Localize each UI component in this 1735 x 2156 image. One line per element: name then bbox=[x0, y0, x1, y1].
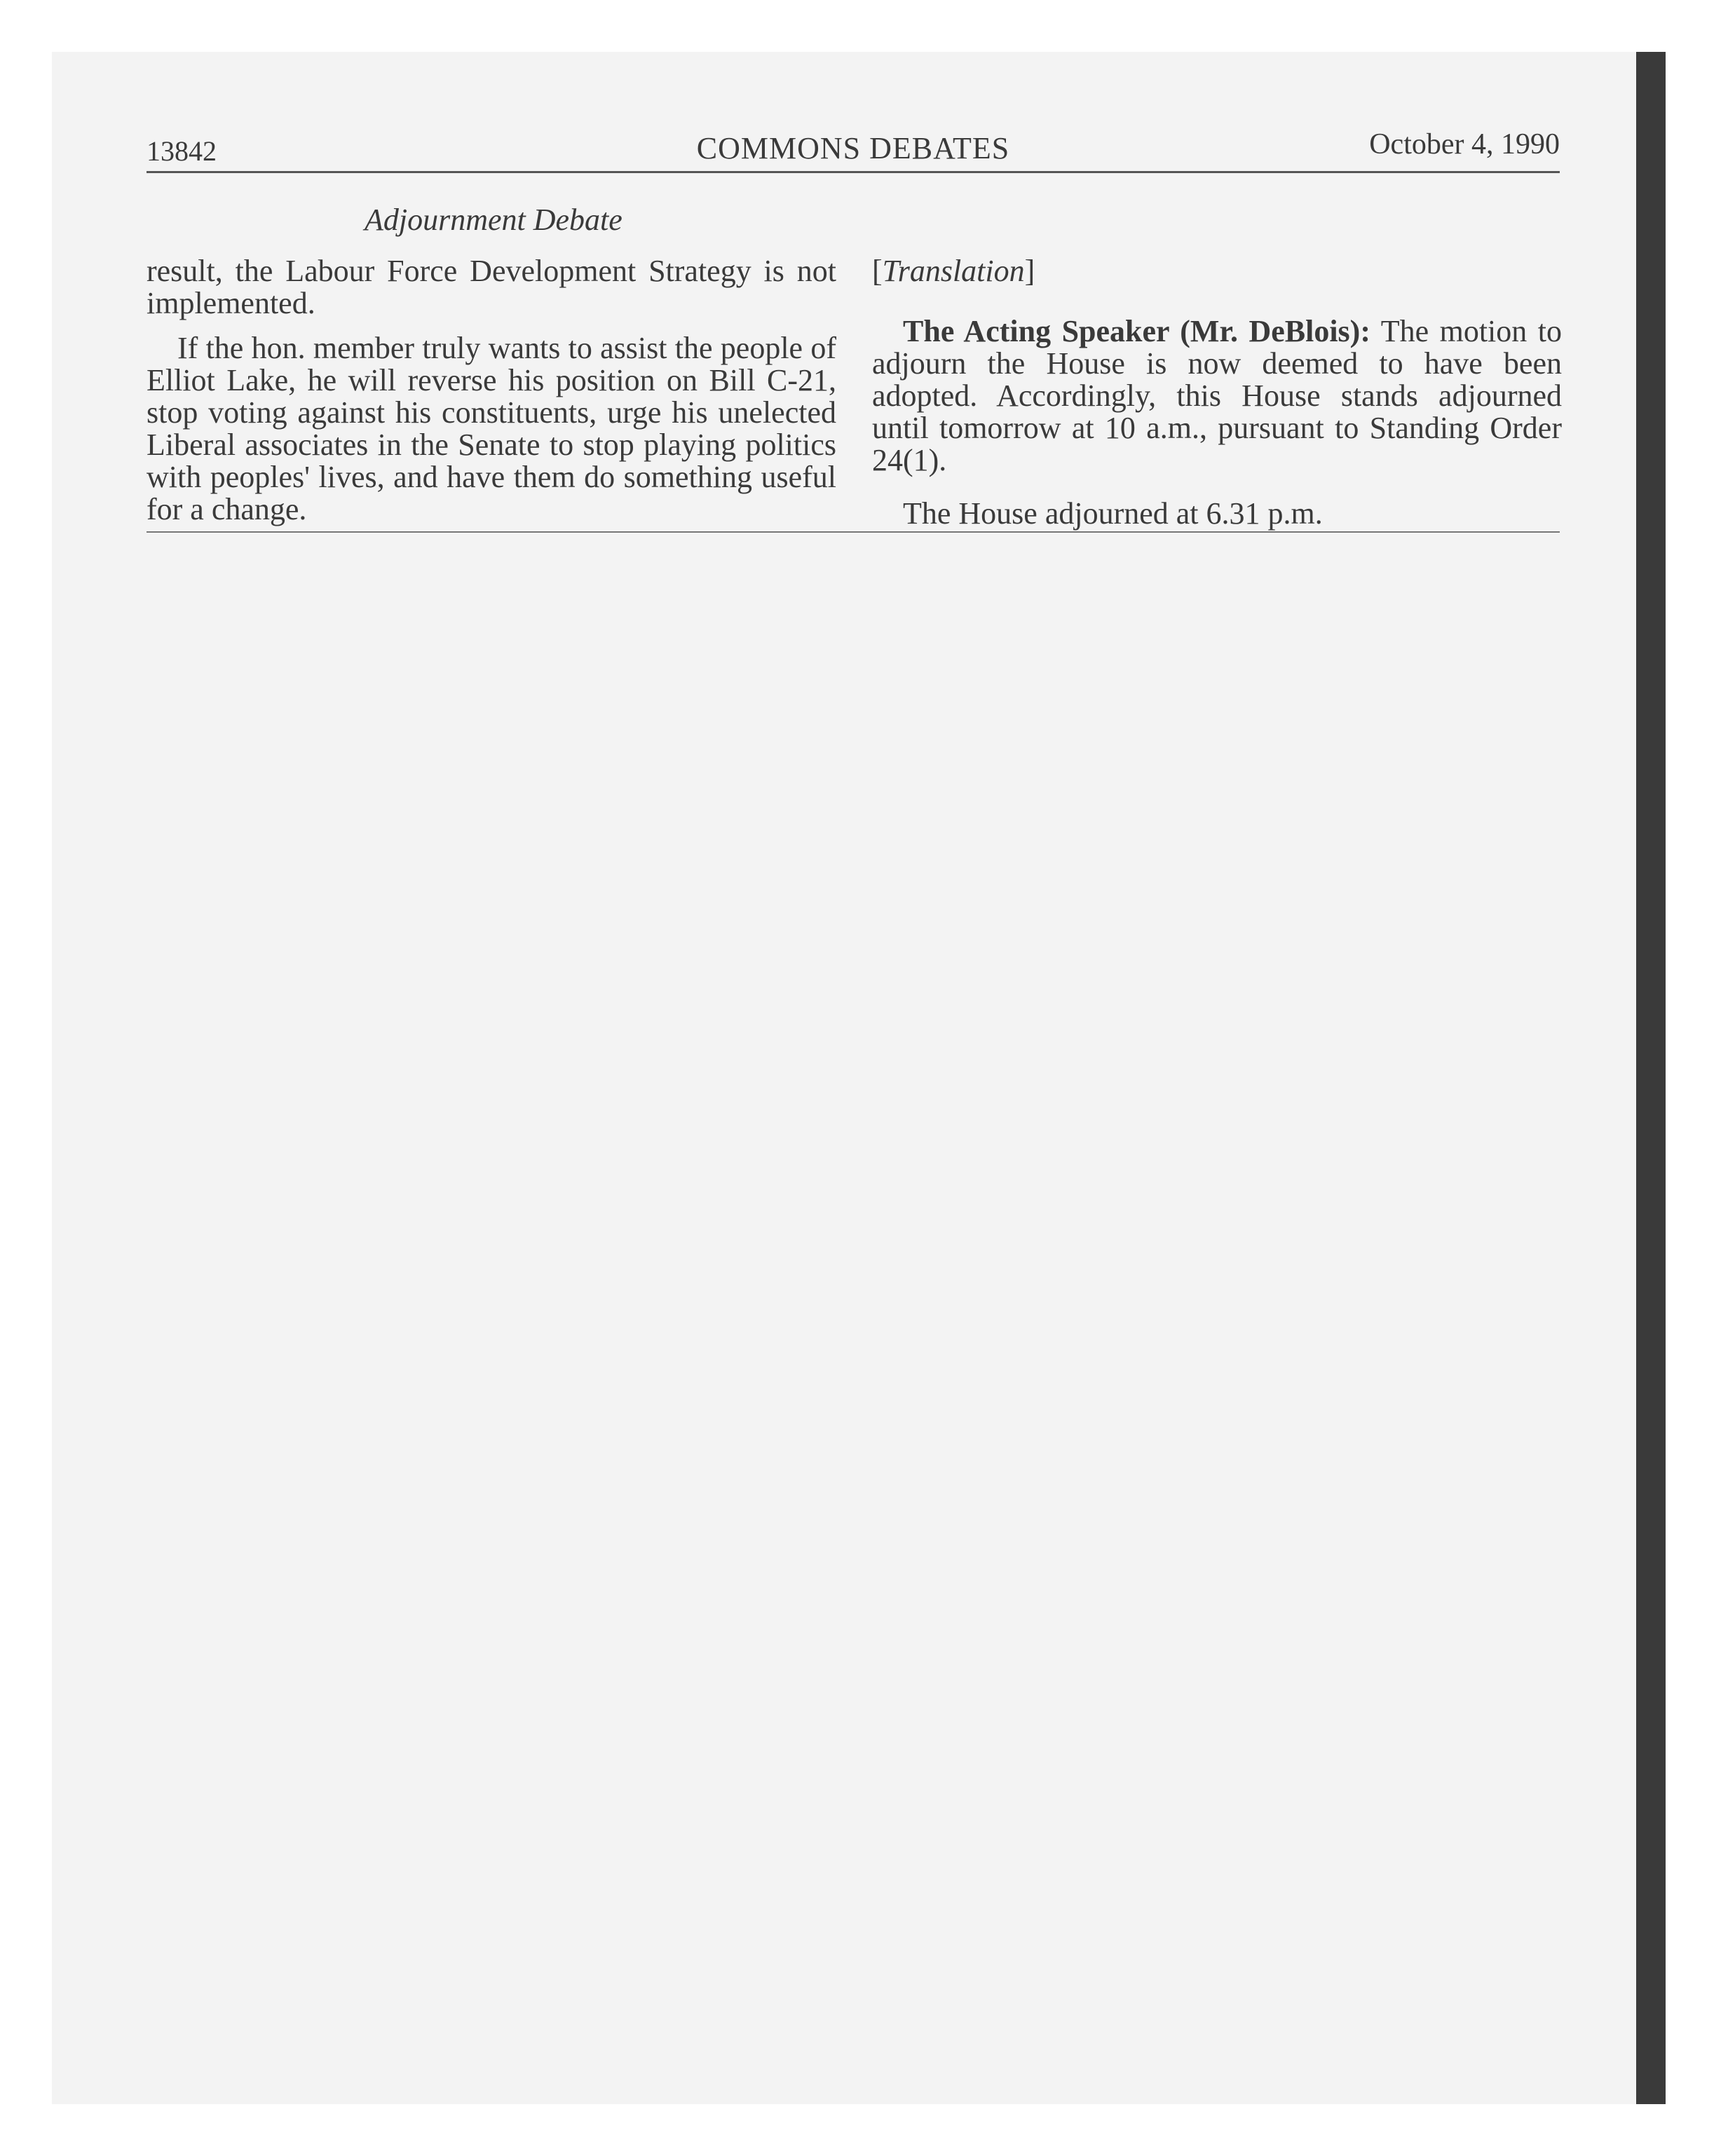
section-title: Adjournment Debate bbox=[365, 203, 622, 237]
translation-marker: [Translation] bbox=[872, 254, 1035, 288]
speaker-statement bbox=[872, 315, 1562, 477]
translation-label: Translation bbox=[882, 254, 1025, 288]
page-number: 13842 bbox=[147, 135, 217, 167]
paragraph-elliot-lake: If the hon. member truly wants to assist the people of Elliot Lake, he will reverse his position on Bill C-21, stop voting against his constituents, urge his unelected Liberal associates in the Senate to stop playing politics with peoples' lives, and have them do something useful for a change. bbox=[147, 331, 836, 526]
running-title: COMMONS DEBATES bbox=[696, 131, 1010, 165]
right-column bbox=[872, 255, 1562, 543]
left-column bbox=[147, 255, 836, 538]
paragraph-continuation: result, the Labour Force Development Strategy is not implemented. bbox=[147, 254, 836, 320]
page-header bbox=[147, 119, 1560, 173]
adjournment-note: The House adjourned at 6.31 p.m. bbox=[903, 496, 1323, 531]
closing-rule bbox=[147, 531, 1560, 533]
header-date: October 4, 1990 bbox=[1369, 128, 1560, 161]
scan-binding-edge bbox=[1636, 52, 1666, 2104]
speaker-speech: The motion to adjourn the House is now deemed to have been adopted. Accordingly, this House stands adjourned until tomorrow at 10 a.m., pursuant to Standing Order 24(1). bbox=[872, 314, 1562, 477]
speaker-name: The Acting Speaker (Mr. DeBlois): bbox=[903, 314, 1370, 348]
